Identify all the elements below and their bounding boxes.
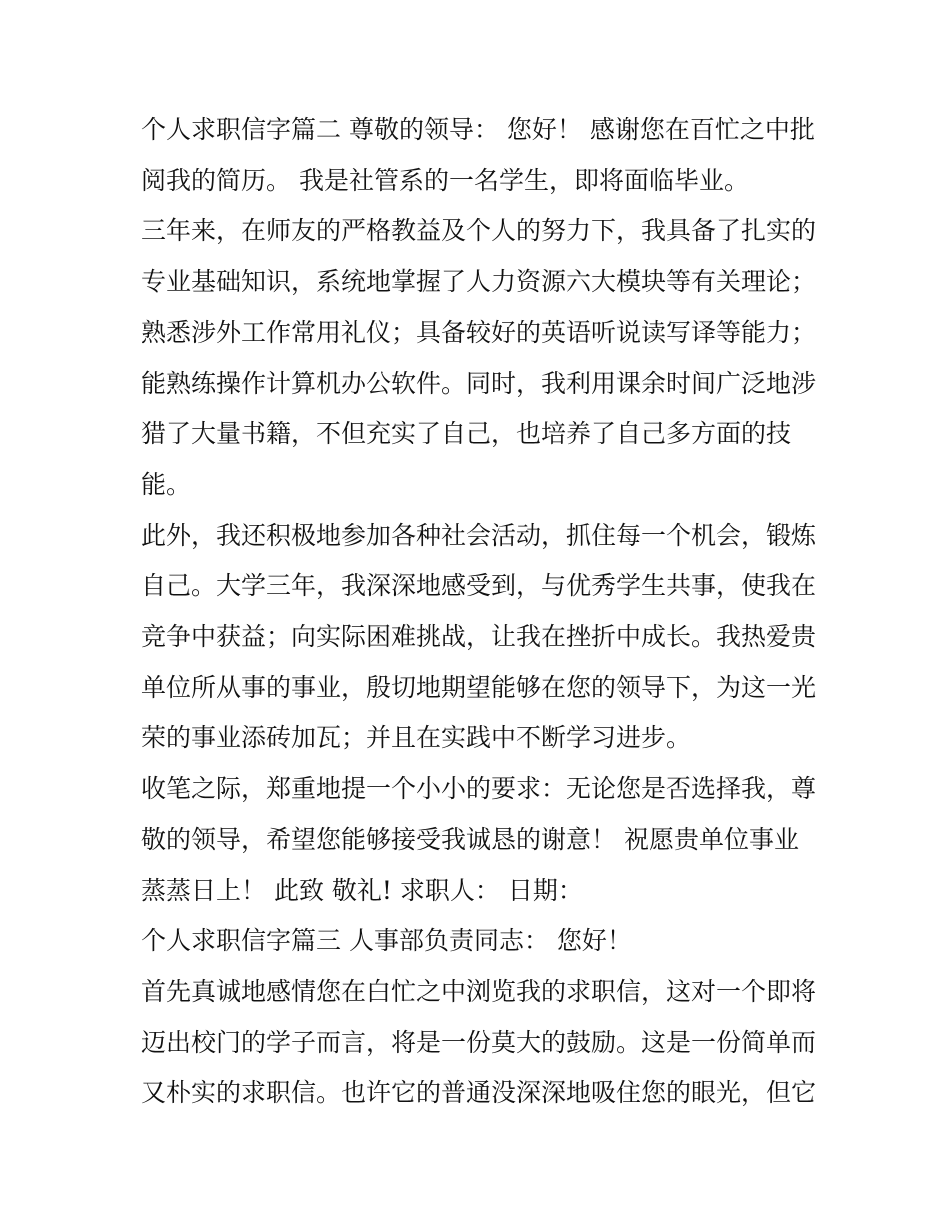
document-body <box>141 105 821 1119</box>
paragraph-letter-three-body: 首先真诚地感情您在白忙之中浏览我的求职信，这对一个即将迈出校门的学子而言，将是一份莫大的鼓励。这是一份简单而又朴实的求职信。也许它的普通没深深地吸住您的眼光，但它 <box>141 976 817 1108</box>
paragraph-skills: 三年来，在师友的严格教益及个人的努力下，我具备了扎实的专业基础知识，系统地掌握了人力资源六大模块等有关理论；熟悉涉外工作常用礼仪；具备较好的英语听说读写译等能力；能熟练操作计算机办公软件。同时，我利用课余时间广泛地涉猎了大量书籍，不但充实了自己，也培养了自己多方面的技能。 <box>141 216 817 499</box>
paragraph-closing: 收笔之际，郑重地提一个小小的要求：无论您是否选择我，尊敬的领导，希望您能够接受我诚恳的谢意！ 祝愿贵单位事业蒸蒸日上！ 此致 敬礼! 求职人： 日期： <box>141 774 817 905</box>
paragraph-activities: 此外，我还积极地参加各种社会活动，抓住每一个机会，锻炼自己。大学三年，我深深地感受到，与优秀学生共事，使我在竞争中获益；向实际困难挑战，让我在挫折中成长。我热爱贵单位所从事的事业，殷切地期望能够在您的领导下，为这一光荣的事业添砖加瓦；并且在实践中不断学习进步。 <box>141 520 817 753</box>
paragraph-letter-three-heading: 个人求职信字篇三 人事部负责同志： 您好！ <box>141 926 632 956</box>
paragraph-intro: 个人求职信字篇二 尊敬的领导： 您好！ 感谢您在百忙之中批阅我的简历。 我是社管系的一名学生，即将面临毕业。 <box>141 115 815 195</box>
